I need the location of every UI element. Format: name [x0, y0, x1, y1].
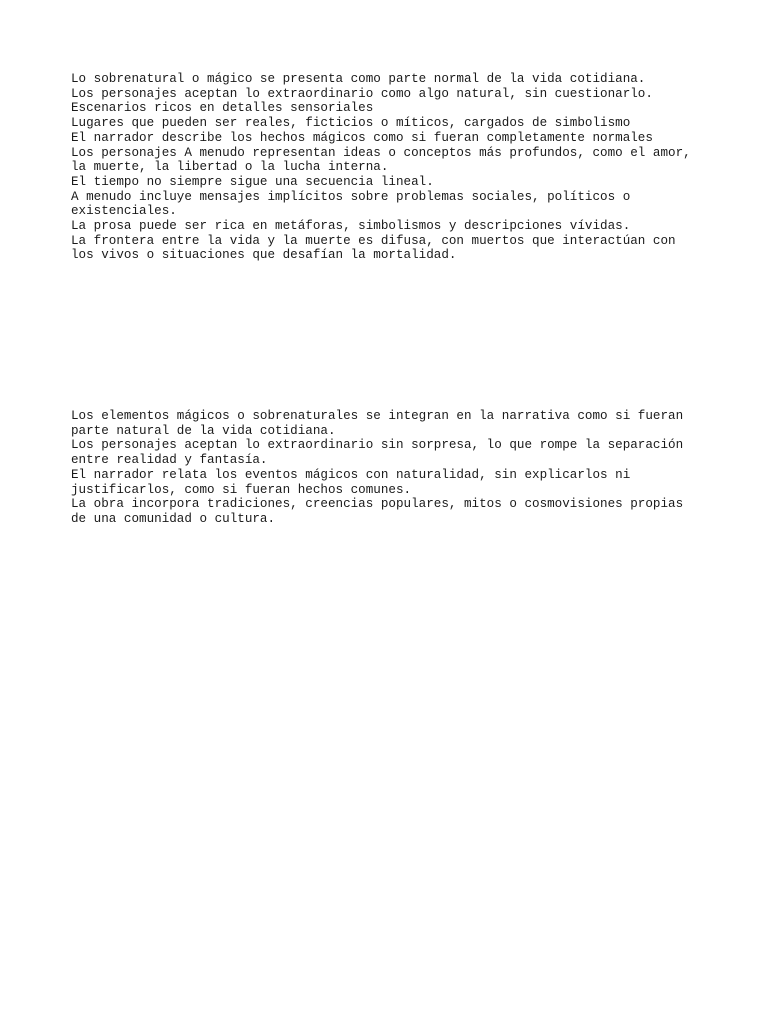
text-line: A menudo incluye mensajes implícitos sobre problemas sociales, políticos o [71, 189, 631, 204]
text-line: Lugares que pueden ser reales, ficticios o míticos, cargados de simbolismo [71, 116, 631, 131]
text-line: Escenarios ricos en detalles sensoriales [71, 101, 374, 116]
text-line: la muerte, la libertad o la lucha interna. [71, 160, 389, 175]
text-line: Los personajes aceptan lo extraordinario como algo natural, sin cuestionarlo. [71, 86, 653, 101]
text-line: parte natural de la vida cotidiana. [71, 423, 336, 438]
text-line: Los personajes A menudo representan ideas o conceptos más profundos, como el amor, [71, 145, 691, 160]
text-line: El narrador describe los hechos mágicos como si fueran completamente normales [71, 130, 653, 145]
text-line: entre realidad y fantasía. [71, 453, 268, 468]
text-line: El narrador relata los eventos mágicos con naturalidad, sin explicarlos ni [71, 467, 631, 482]
text-line: El tiempo no siempre sigue una secuencia lineal. [71, 174, 434, 189]
text-line: justificarlos, como si fueran hechos comunes. [71, 482, 412, 497]
text-line: Lo sobrenatural o mágico se presenta como parte normal de la vida cotidiana. [71, 72, 646, 86]
text-line: de una comunidad o cultura. [71, 511, 276, 526]
text-block-magic-realism [71, 409, 711, 527]
text-line: Los elementos mágicos o sobrenaturales se integran en la narrativa como si fueran [71, 409, 684, 423]
text-line: La obra incorpora tradiciones, creencias populares, mitos o cosmovisiones propias [71, 497, 684, 512]
text-line: La frontera entre la vida y la muerte es difusa, con muertos que interactúan con [71, 233, 676, 248]
text-line: los vivos o situaciones que desafían la mortalidad. [71, 248, 457, 263]
text-line: existenciales. [71, 204, 177, 219]
text-line: Los personajes aceptan lo extraordinario sin sorpresa, lo que rompe la separación [71, 438, 684, 453]
text-block-characteristics [71, 72, 711, 263]
text-line: La prosa puede ser rica en metáforas, simbolismos y descripciones vívidas. [71, 219, 631, 234]
